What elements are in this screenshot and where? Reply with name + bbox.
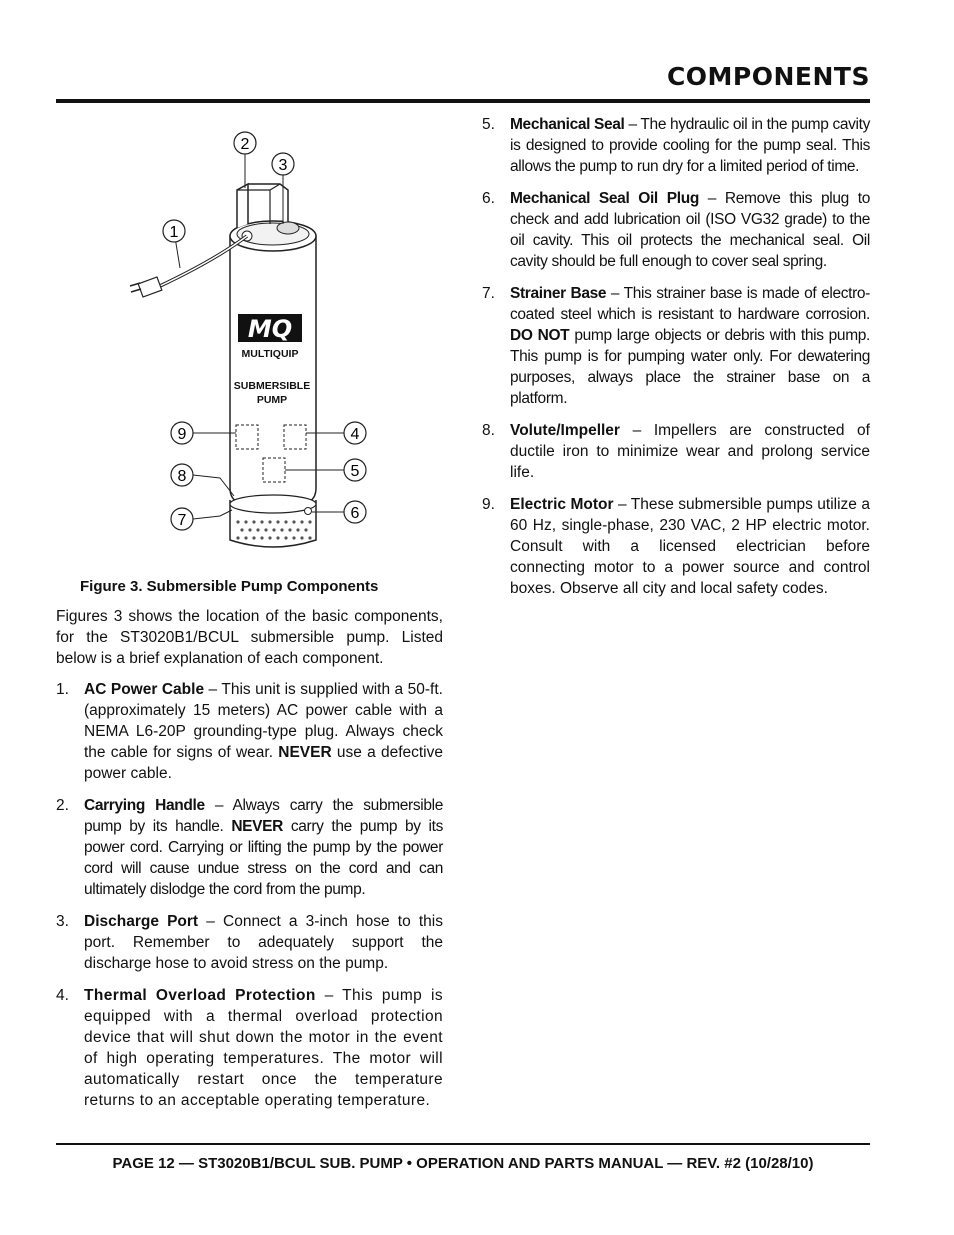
list-item <box>482 283 870 409</box>
item-text: carry the pump by its power cord. Carrying or lifting the pump by the power cord will cause undue stress on the cord and can ultimately dislodge the cord from the pump. <box>84 818 443 898</box>
callout-1: 1 <box>169 224 179 241</box>
list-item <box>482 114 870 177</box>
item-text: – These submersible pumps utilize a 60 Hz, single-phase, 230 VAC, 2 HP electric motor. Consult with a licensed electrician before connecting motor to a power source and control boxes. Observe all city and local safety codes. <box>510 496 871 597</box>
list-item <box>56 679 443 784</box>
item-description <box>510 420 870 483</box>
item-term: Thermal Overload Protection <box>84 987 316 1004</box>
page-footer: PAGE 12 — ST3020B1/BCUL SUB. PUMP • OPERATION AND PARTS MANUAL — REV. #2 (10/28/10) <box>112 1155 814 1172</box>
item-number: 1. <box>56 681 69 698</box>
callout-2: 2 <box>240 136 250 153</box>
component-list-left <box>56 679 443 1122</box>
list-item <box>482 420 870 483</box>
product-label-line1: SUBMERSIBLE <box>233 380 311 392</box>
item-number: 9. <box>482 496 495 513</box>
item-number: 7. <box>482 285 495 302</box>
item-term: Volute/Impeller <box>510 422 620 439</box>
item-term: Carrying Handle <box>84 797 205 814</box>
item-term: Mechanical Seal <box>510 116 625 133</box>
page-title: COMPONENTS <box>666 62 870 91</box>
item-number: 6. <box>482 190 495 207</box>
item-number: 8. <box>482 422 495 439</box>
item-number: 3. <box>56 913 69 930</box>
item-text: – This strainer base is made of electro-coated steel which is resistant to hardware corrosion. <box>510 285 870 323</box>
item-description <box>510 494 870 599</box>
component-list-right <box>482 114 870 610</box>
item-number: 4. <box>56 987 69 1004</box>
item-term: Electric Motor <box>510 496 614 513</box>
callout-7: 7 <box>177 512 187 529</box>
item-description <box>510 114 870 177</box>
item-description <box>84 911 443 974</box>
warning-text: NEVER <box>231 818 283 835</box>
callout-5: 5 <box>350 463 360 480</box>
header-rule <box>56 99 870 103</box>
brand-name: MULTIQUIP <box>241 348 299 360</box>
item-text: – Connect a 3-inch hose to this port. Remember to adequately support the discharge hose to avoid stress on the pump. <box>84 913 443 972</box>
callout-3: 3 <box>278 157 288 174</box>
product-label-line2: PUMP <box>256 394 288 406</box>
item-description <box>84 985 443 1111</box>
item-text: use a defective power cable. <box>84 744 444 782</box>
warning-text: DO NOT <box>510 327 570 344</box>
item-term: AC Power Cable <box>84 681 205 698</box>
brand-logo: MQ <box>247 315 293 343</box>
item-description <box>84 679 443 784</box>
figure-caption: Figure 3. Submersible Pump Components <box>80 578 379 595</box>
callout-9: 9 <box>177 426 187 443</box>
intro-paragraph: Figures 3 shows the location of the basic components, for the ST3020B1/BCUL submersible pump. Listed below is a brief explanation of each component. <box>56 608 443 667</box>
item-description <box>510 188 870 272</box>
callout-4: 4 <box>350 426 360 443</box>
item-description <box>84 795 443 900</box>
list-item <box>56 985 443 1111</box>
list-item <box>482 188 870 272</box>
item-text: pump large objects or debris with this pump. This pump is for pumping water only. For dewatering purposes, always place the strainer base on a platform. <box>510 327 870 407</box>
item-number: 2. <box>56 797 69 814</box>
pump-illustration <box>120 128 380 558</box>
item-term: Strainer Base <box>510 285 607 302</box>
item-term: Mechanical Seal Oil Plug <box>510 190 699 207</box>
callout-8: 8 <box>177 468 187 485</box>
list-item <box>56 795 443 900</box>
warning-text: NEVER <box>278 744 332 761</box>
footer-rule <box>56 1143 870 1145</box>
item-text: – The hydraulic oil in the pump cavity is designed to provide cooling for the pump seal. This allows the pump to run dry for a limited period of time. <box>510 116 870 175</box>
item-text: – Impellers are constructed of ductile iron to minimize wear and prolong service life. <box>510 422 870 481</box>
callout-6: 6 <box>350 505 360 522</box>
item-text: – This pump is equipped with a thermal overload protection device that will shut down the motor in the event of high operating temperatures. The motor will automatically restart once the temperature returns to an acceptable operating temperature. <box>84 987 443 1109</box>
item-text: – Remove this plug to check and add lubrication oil (ISO VG32 grade) to the oil cavity. This oil protects the mechanical seal. Oil cavity should be full enough to cover seal spring. <box>510 190 870 270</box>
item-term: Discharge Port <box>84 913 199 930</box>
item-text: – This unit is supplied with a 50-ft. (approximately 15 meters) AC power cable with a NEMA L6-20P grounding-type plug. Always check the cable for signs of wear. <box>84 681 443 761</box>
item-number: 5. <box>482 116 495 133</box>
item-description <box>510 283 870 409</box>
item-text: – Always carry the submersible pump by its handle. <box>84 797 443 835</box>
list-item <box>482 494 870 599</box>
list-item <box>56 911 443 974</box>
